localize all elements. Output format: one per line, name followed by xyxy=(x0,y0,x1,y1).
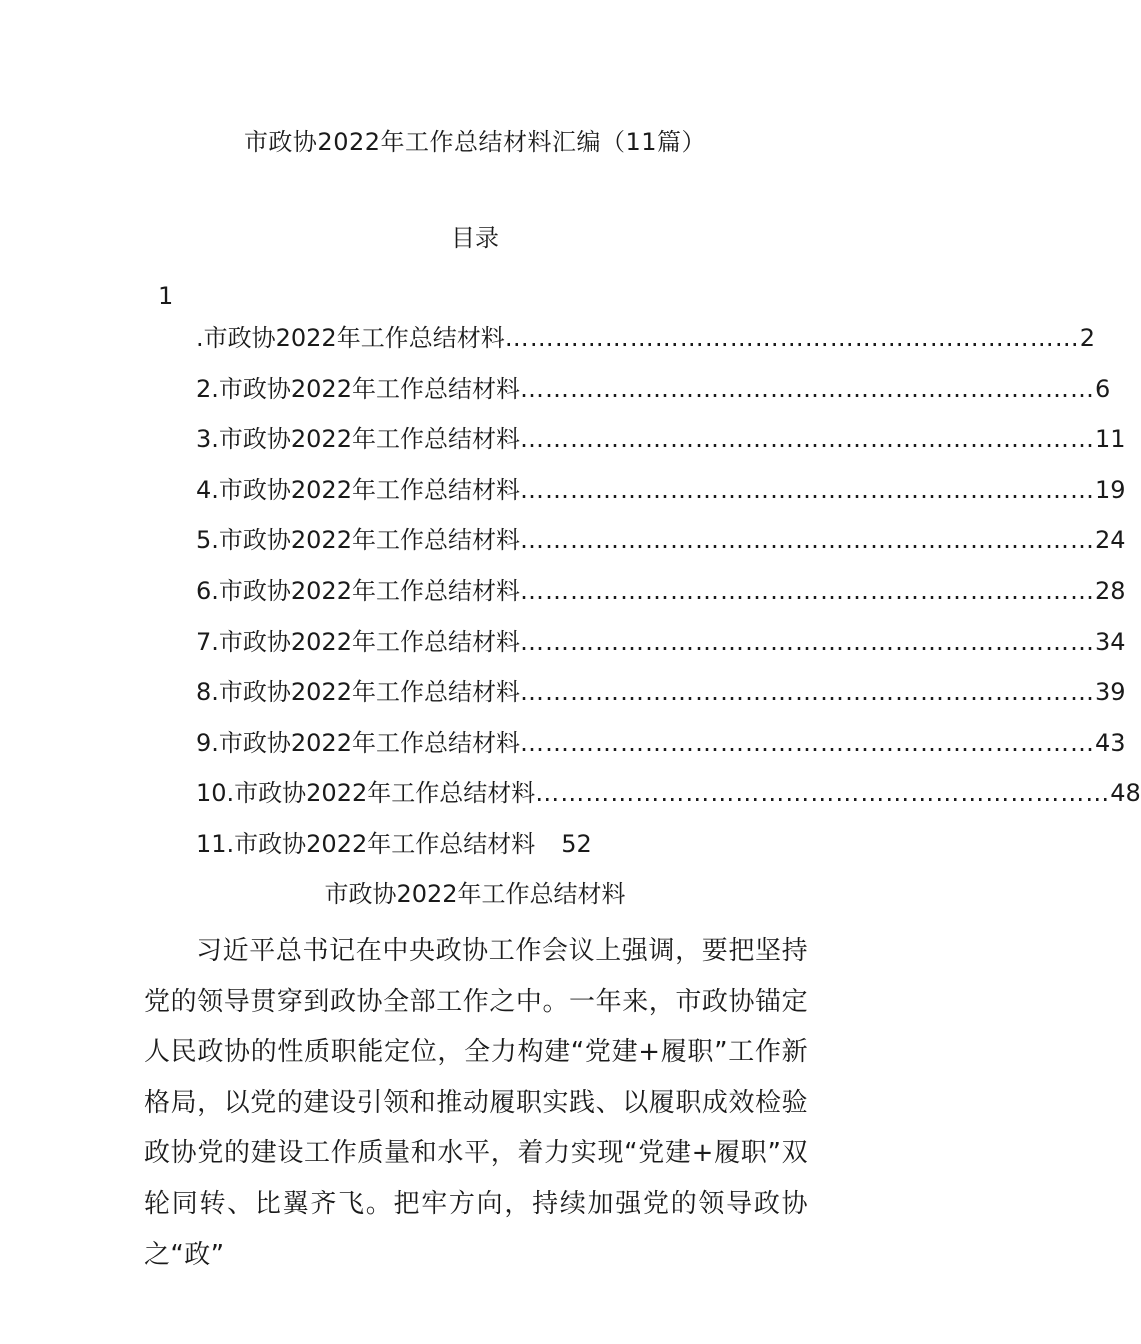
toc-leader-dots: …………………………………………………………… xyxy=(519,374,1095,403)
toc-leader-dots: …………………………………………………………… xyxy=(535,779,1111,808)
toc-entry-page: 28 xyxy=(1094,576,1126,605)
toc-stray-number: 1 xyxy=(158,282,174,310)
toc-entry-page: 19 xyxy=(1094,475,1126,504)
toc-leader-dots: …………………………………………………………… xyxy=(519,678,1095,707)
toc-entry-page: 11 xyxy=(1094,425,1126,454)
table-of-contents xyxy=(196,320,1141,877)
toc-entry-page: 39 xyxy=(1094,678,1126,707)
toc-leader-dots: …………………………………………………………… xyxy=(519,526,1095,555)
toc-entry-page: 2 xyxy=(1079,324,1095,352)
toc-entry[interactable] xyxy=(196,421,1126,472)
toc-entry[interactable] xyxy=(196,775,1141,826)
toc-entry-label: 9.市政协2022年工作总结材料 xyxy=(196,728,520,757)
toc-entry-label: 2.市政协2022年工作总结材料 xyxy=(196,374,520,403)
toc-entry-label: 3.市政协2022年工作总结材料 xyxy=(196,425,520,454)
toc-leader-dots: …………………………………………………………… xyxy=(519,728,1095,757)
toc-leader-dots: …………………………………………………………… xyxy=(519,475,1095,504)
toc-entry[interactable] xyxy=(196,522,1126,573)
toc-leader-dots: …………………………………………………………… xyxy=(504,324,1080,352)
toc-entry-page: 48 xyxy=(1110,779,1141,808)
toc-entry-label: 4.市政协2022年工作总结材料 xyxy=(196,475,520,504)
toc-entry-page: 6 xyxy=(1094,374,1111,403)
toc-leader-dots: …………………………………………………………… xyxy=(519,425,1095,454)
section-title: 市政协2022年工作总结材料 xyxy=(324,880,626,908)
toc-entry[interactable] xyxy=(196,472,1126,523)
toc-entry-page: 34 xyxy=(1094,627,1126,656)
toc-entry-page: 52 xyxy=(561,829,592,858)
toc-entry-label: 8.市政协2022年工作总结材料 xyxy=(196,678,520,707)
toc-entry[interactable] xyxy=(196,573,1126,624)
toc-entry-label: 5.市政协2022年工作总结材料 xyxy=(196,526,520,555)
toc-entry-label: 7.市政协2022年工作总结材料 xyxy=(196,627,520,656)
toc-leader-dots: …………………………………………………………… xyxy=(519,627,1095,656)
toc-entry-label: 11.市政协2022年工作总结材料 xyxy=(196,829,536,858)
toc-entry-label: .市政协2022年工作总结材料 xyxy=(196,324,505,352)
toc-entry[interactable] xyxy=(196,624,1126,675)
toc-heading: 目录 xyxy=(451,224,499,252)
body-paragraph: 习近平总书记在中央政协工作会议上强调，要把坚持党的领导贯穿到政协全部工作之中。一年来，市政协锚定人民政协的性质职能定位，全力构建“党建+履职”工作新格局，以党的建设引领和推动履职实践、以履职成效检验政协党的建设工作质量和水平，着力实现“党建+履职”双轮同转、比翼齐飞。把牢方向，持续加强党的领导政协之“政” xyxy=(144,936,808,1270)
toc-entry-page: 24 xyxy=(1094,526,1126,555)
document-title: 市政协2022年工作总结材料汇编（11篇） xyxy=(243,128,707,156)
toc-entry[interactable] xyxy=(196,725,1126,776)
toc-entry[interactable] xyxy=(196,320,1095,371)
toc-entry[interactable] xyxy=(196,826,806,877)
toc-entry-page: 43 xyxy=(1094,728,1126,757)
toc-leader-dots: …………………………………………………………… xyxy=(519,576,1095,605)
toc-entry-label: 10.市政协2022年工作总结材料 xyxy=(196,779,536,808)
toc-entry[interactable] xyxy=(196,371,1111,422)
toc-entry[interactable] xyxy=(196,674,1126,725)
toc-entry-label: 6.市政协2022年工作总结材料 xyxy=(196,576,520,605)
